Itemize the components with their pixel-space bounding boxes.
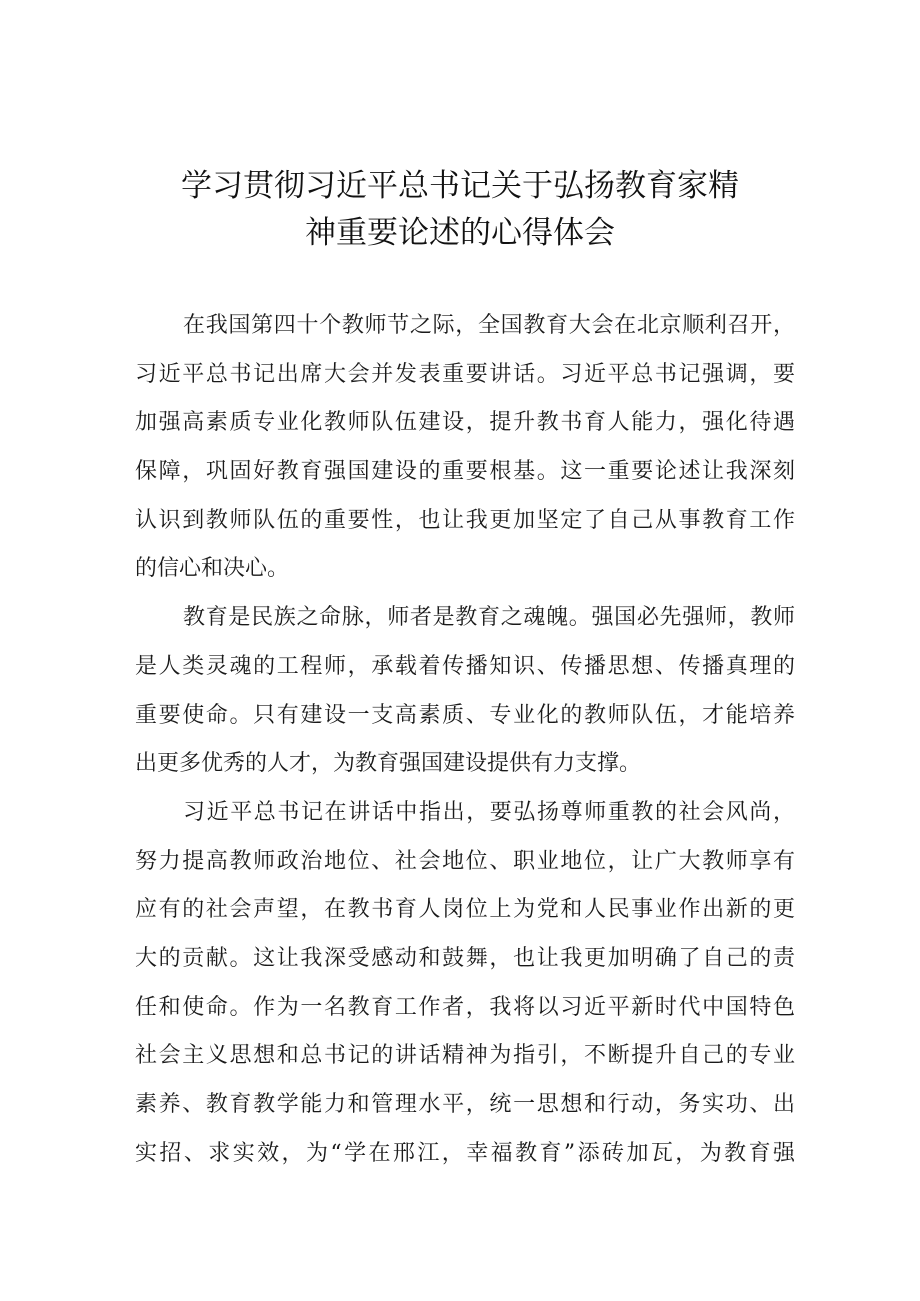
text-line: 的信心和决心。	[135, 556, 290, 582]
paragraph-3	[135, 789, 795, 1179]
document-title	[100, 163, 820, 257]
paragraph-1	[135, 302, 795, 594]
text-line: 素养、教育教学能力和管理水平，统一思想和行动，务实功、出	[135, 1092, 795, 1117]
text-line: 社会主义思想和总书记的讲话精神为指引，不断提升自己的专业	[135, 1043, 795, 1069]
text-line: 是人类灵魂的工程师，承载着传播知识、传播思想、传播真理的	[135, 653, 795, 679]
text-line: 在我国第四十个教师节之际，全国教育大会在北京顺利召开，	[183, 313, 795, 338]
title-line: 学习贯彻习近平总书记关于弘扬教育家精	[181, 168, 739, 204]
text-line: 大的贡献。这让我深受感动和鼓舞，也让我更加明确了自己的责	[135, 945, 795, 971]
text-line: 加强高素质专业化教师队伍建设，提升教书育人能力，强化待遇	[135, 410, 795, 436]
text-line: 保障，巩固好教育强国建设的重要根基。这一重要论述让我深刻	[135, 459, 795, 485]
text-line: 应有的社会声望，在教书育人岗位上为党和人民事业作出新的更	[135, 897, 795, 923]
paragraph-2	[135, 594, 795, 789]
text-line: 习近平总书记在讲话中指出，要弘扬尊师重教的社会风尚，	[183, 799, 795, 825]
text-line: 认识到教师队伍的重要性，也让我更加坚定了自己从事教育工作	[135, 507, 795, 533]
text-line: 教育是民族之命脉，师者是教育之魂魄。强国必先强师，教师	[183, 605, 795, 631]
text-line: 出更多优秀的人才，为教育强国建设提供有力支撑。	[135, 751, 642, 777]
title-line: 神重要论述的心得体会	[305, 215, 615, 251]
text-line: 实招、求实效，为“学在邢江，幸福教育”添砖加瓦，为教育强	[135, 1140, 795, 1166]
text-line: 重要使命。只有建设一支高素质、专业化的教师队伍，才能培养	[135, 702, 795, 728]
text-line: 习近平总书记出席大会并发表重要讲话。习近平总书记强调，要	[135, 361, 795, 387]
text-line: 任和使命。作为一名教育工作者，我将以习近平新时代中国特色	[135, 994, 795, 1020]
text-line: 努力提高教师政治地位、社会地位、职业地位，让广大教师享有	[135, 848, 795, 874]
document-body	[135, 302, 795, 1178]
